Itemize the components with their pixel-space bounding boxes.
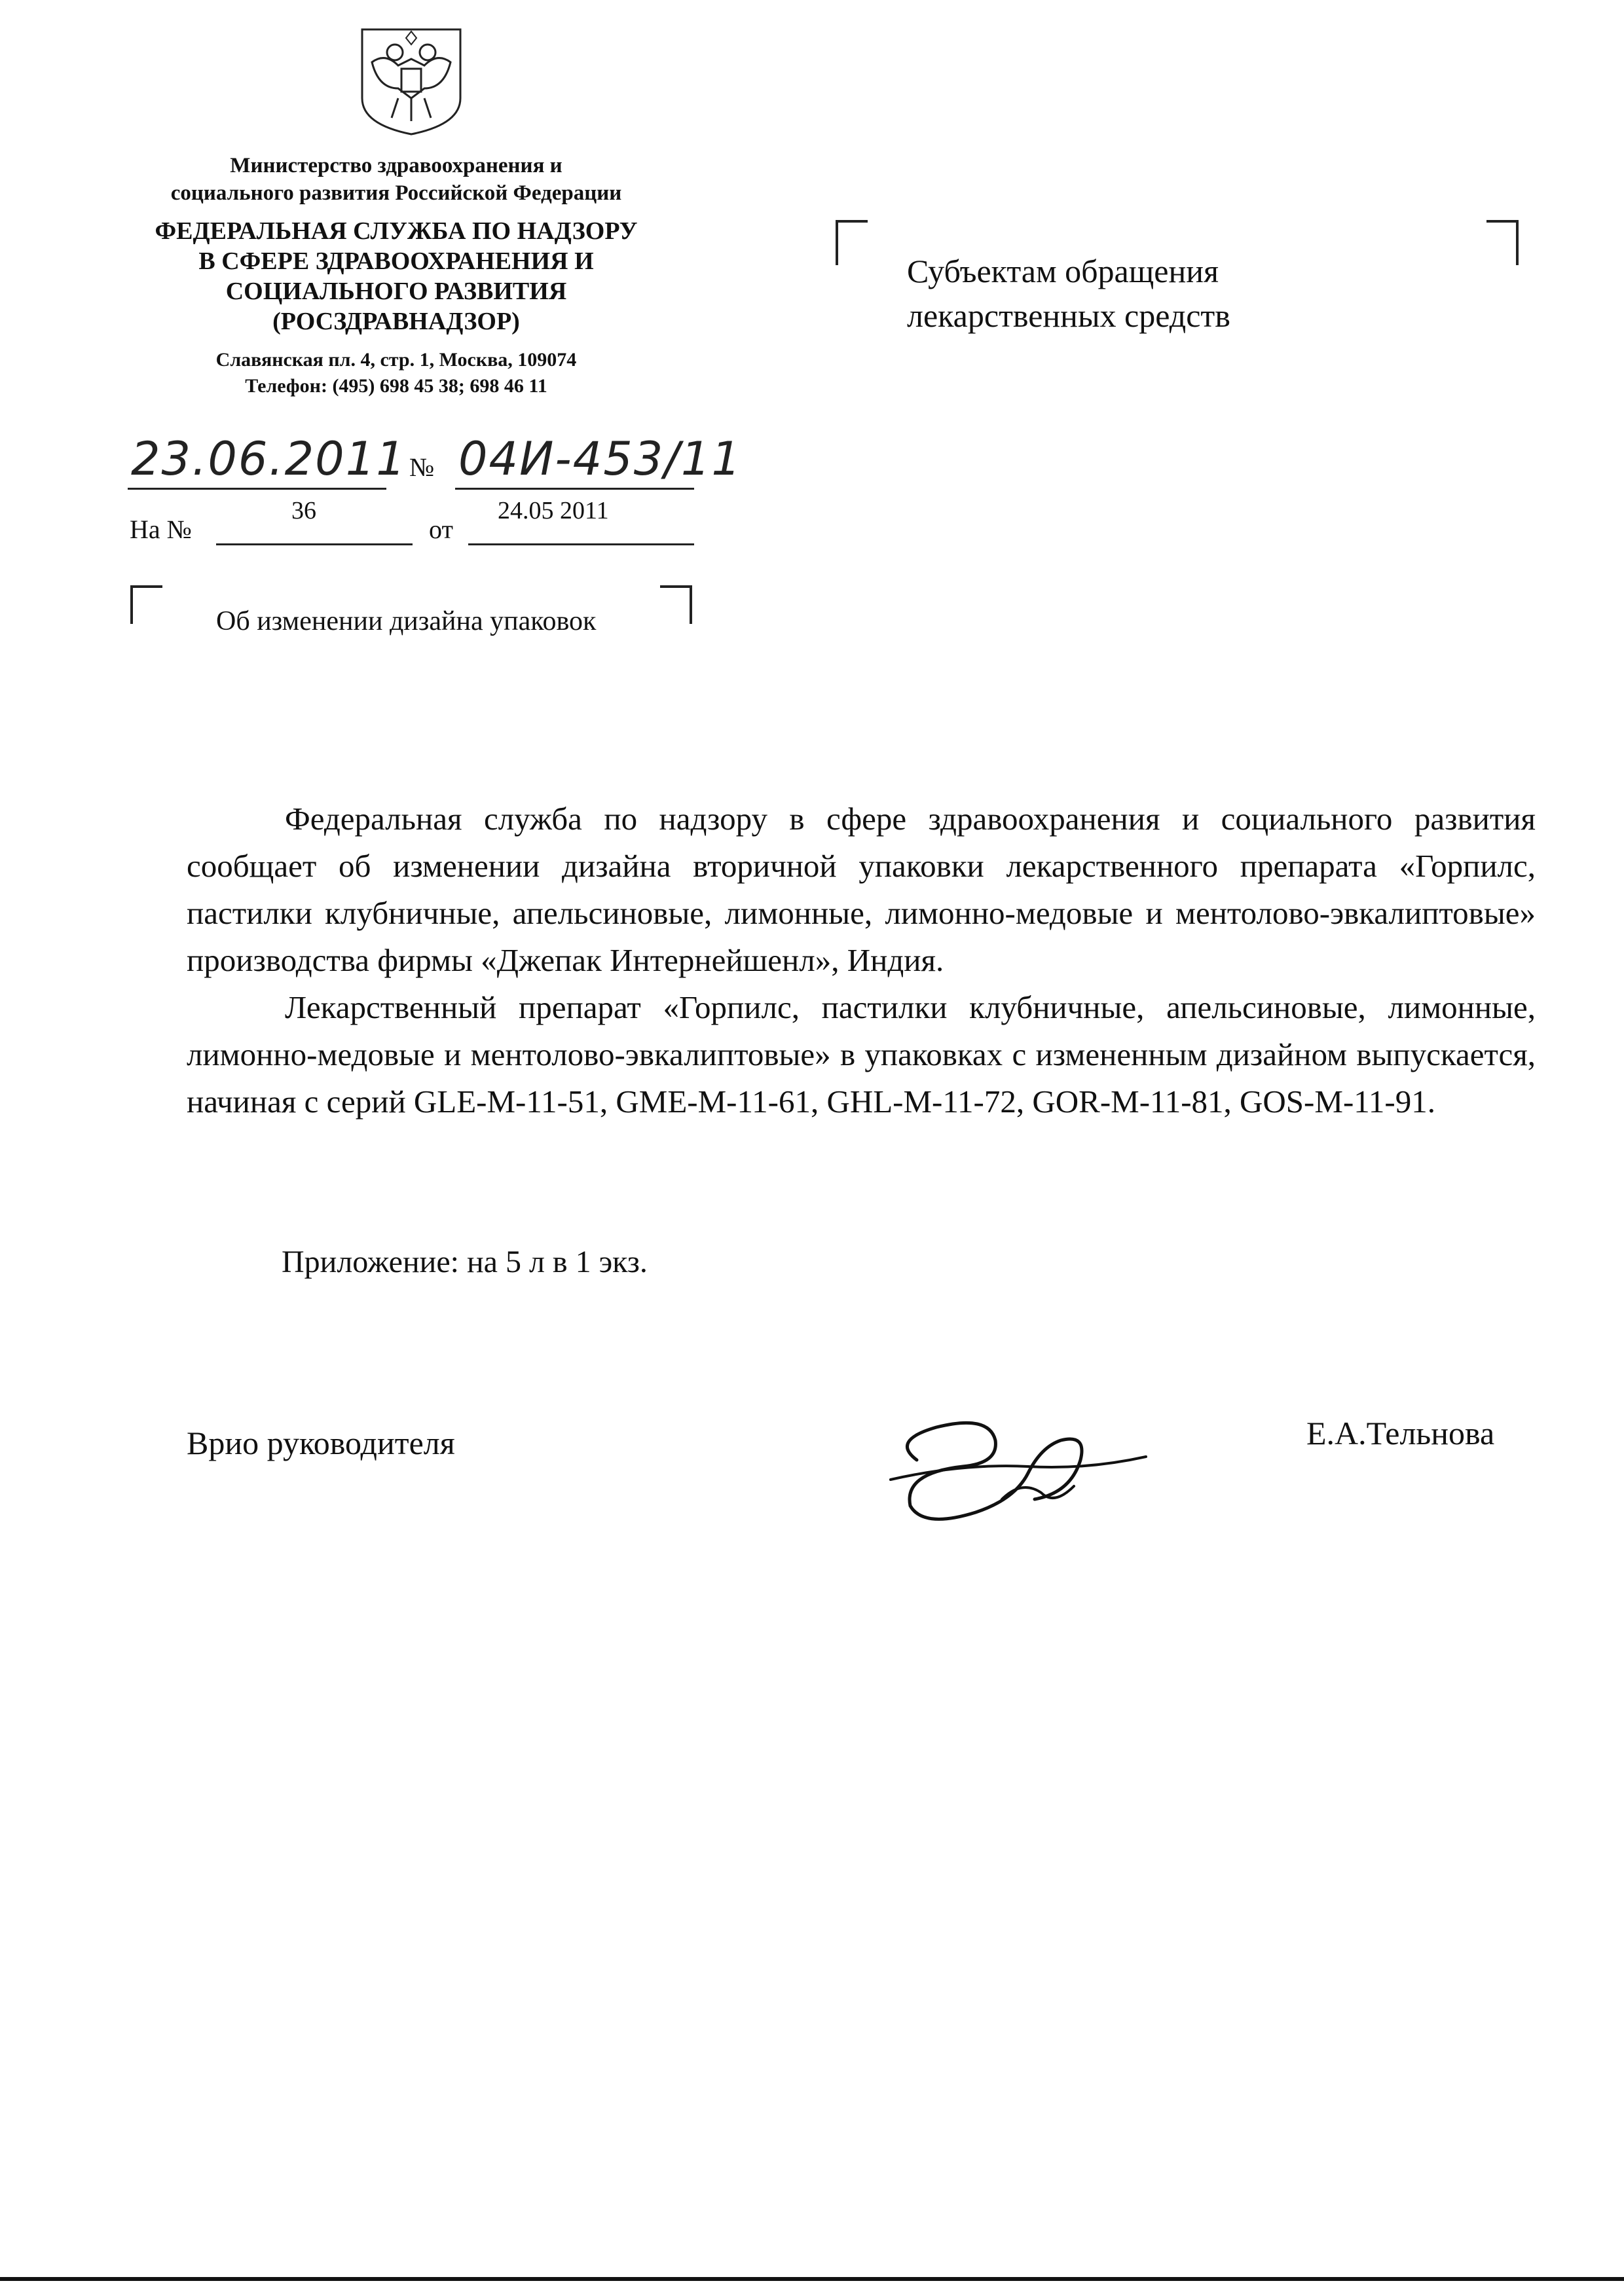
addressee-line-2: лекарственных средств: [907, 297, 1230, 334]
phone-numbers: Телефон: (495) 698 45 38; 698 46 11: [245, 375, 547, 397]
from-label: от: [429, 515, 453, 544]
registration-number: 04И-453/11: [458, 432, 742, 486]
postal-address: Славянская пл. 4, стр. 1, Москва, 109074: [215, 349, 577, 371]
service-line-2: В СФЕРЕ ЗДРАВООХРАНЕНИЯ И: [198, 247, 594, 275]
ministry-name: [98, 152, 694, 207]
letter-subject: Об изменении дизайна упаковок: [216, 606, 597, 636]
ministry-line-2: социального развития Российской Федерации: [170, 181, 622, 205]
subject-corner-left: [130, 585, 162, 624]
annex-note: Приложение: на 5 л в 1 экз.: [282, 1245, 648, 1279]
ref-date-underline: [468, 543, 694, 545]
service-name: [98, 216, 694, 337]
registration-date: 23.06.2011: [131, 432, 407, 486]
addressee: [907, 249, 1230, 338]
letter-body: [187, 795, 1536, 1125]
number-underline: [455, 488, 694, 490]
service-line-3: СОЦИАЛЬНОГО РАЗВИТИЯ: [225, 278, 567, 305]
ref-label: На №: [130, 515, 192, 544]
ministry-line-1: Министерство здравоохранения и: [230, 154, 563, 177]
body-paragraph-1: Федеральная служба по надзору в сфере здравоохранения и социального развития сообщает об изменении дизайна вторичной упаковки лекарственного препарата «Горпилс, пастилки клубничные, апельсиновые, лимонные, лимонно-медовые и ментолово-эвкалиптовые» производства фирмы «Джепак Интернейшенл», Индия.: [187, 801, 1536, 978]
contact-block: [98, 347, 694, 399]
signer-name: Е.А.Тельнова: [1306, 1415, 1495, 1451]
addressee-line-1: Субъектам обращения: [907, 253, 1219, 289]
service-line-4: (РОСЗДРАВНАДЗОР): [272, 308, 520, 335]
ref-number-underline: [216, 543, 413, 545]
date-underline: [128, 488, 386, 490]
service-line-1: ФЕДЕРАЛЬНАЯ СЛУЖБА ПО НАДЗОРУ: [155, 217, 638, 245]
scan-edge-line: [0, 2277, 1624, 2281]
subject-corner-right: [660, 585, 693, 624]
body-paragraph-2: Лекарственный препарат «Горпилс, пастилки клубничные, апельсиновые, лимонные, лимонно-медовые и ментолово-эвкалиптовые» в упаковках с измененным дизайном выпускается, начиная с серий GLE-M-11-51, GME-M-11-61, GHL-M-11-72, GOR-M-11-81, GOS-M-11-91.: [187, 989, 1536, 1120]
signer-position: Врио руководителя: [187, 1425, 455, 1461]
handwritten-signature: [864, 1401, 1153, 1532]
ref-date: 24.05 2011: [498, 497, 609, 524]
addressee-corner-left: [835, 219, 868, 265]
ref-number: 36: [291, 497, 316, 524]
coat-of-arms-icon: [359, 26, 464, 137]
addressee-corner-right: [1486, 219, 1519, 265]
number-sign: №: [409, 452, 435, 482]
